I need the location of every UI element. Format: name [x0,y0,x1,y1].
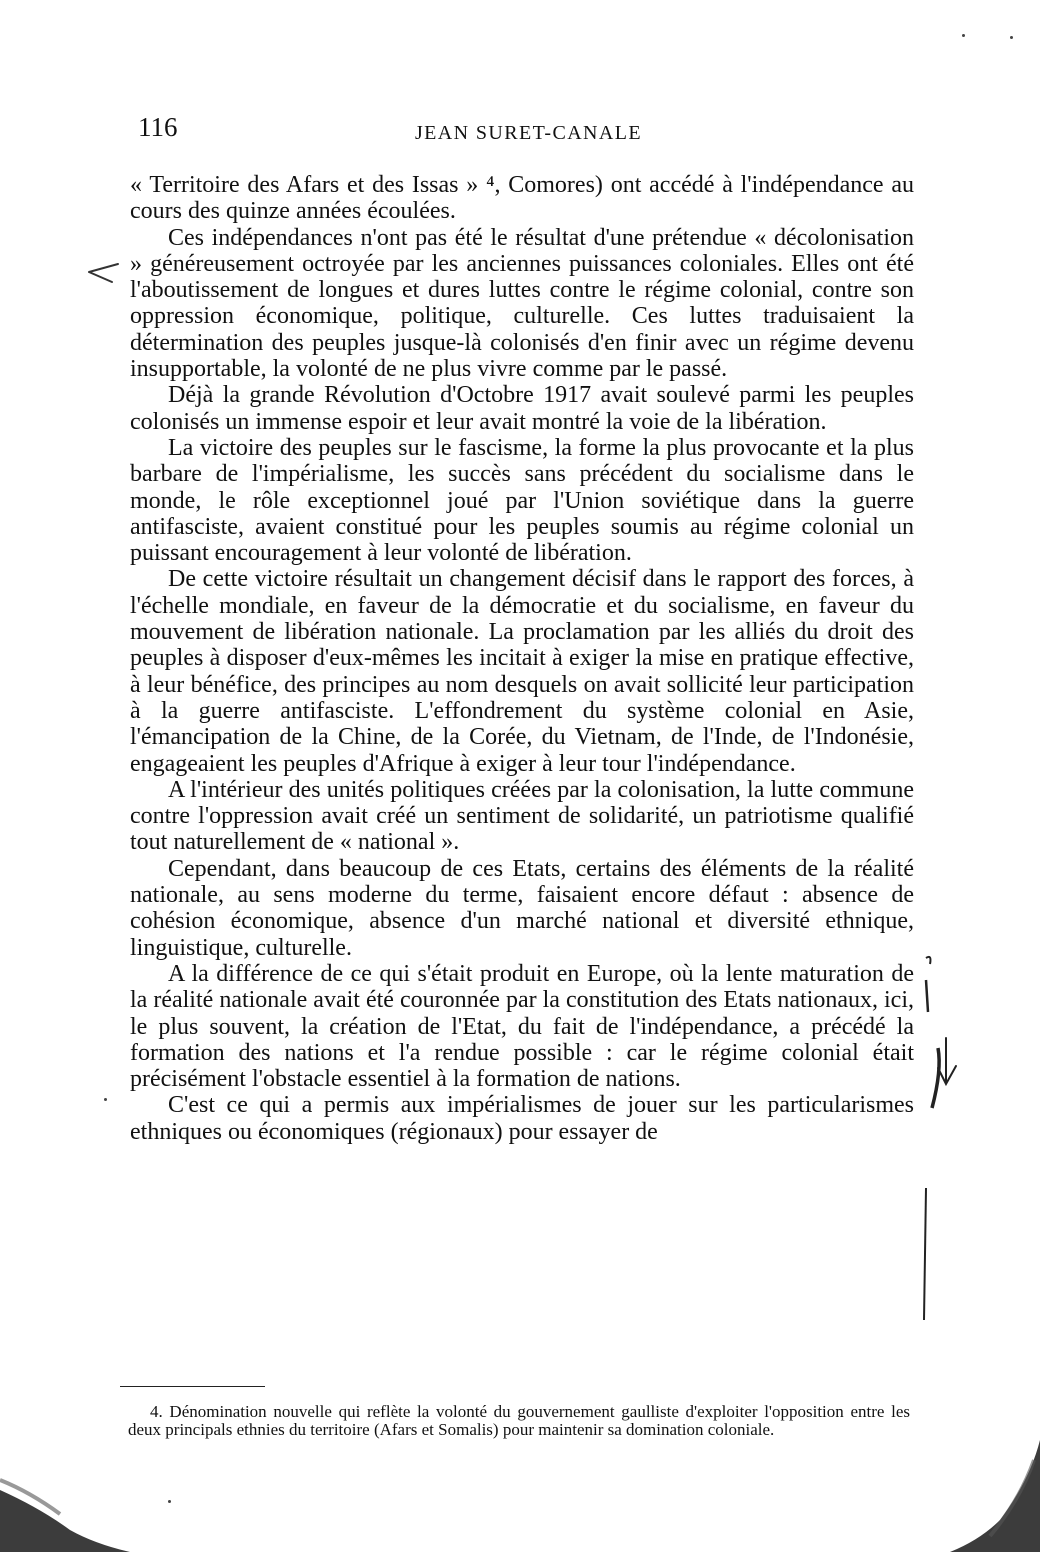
paragraph: « Territoire des Afars et des Issas » ⁴, Comores) ont accédé à l'indépendance au cours des quinze années écoulées. [130,172,914,225]
paragraph: Cependant, dans beaucoup de ces Etats, certains des éléments de la réalité nationale, au sens moderne du terme, faisaient encore défaut : absence de cohésion économique, absence d'un marché national et diversité ethnique, linguistique, culturelle. [130,855,914,961]
body-text [130,172,914,1145]
paragraph: Ces indépendances n'ont pas été le résultat d'une prétendue « décolonisation » généreusement octroyée par les anciennes puissances coloniales. Elles ont été l'aboutissement de longues et dures luttes contre le régime colonial, contre son oppression économique, politique, culturelle. Ces luttes traduisaient la détermination des peuples jusque-là colonisés d'en finir avec un régime devenu insupportable, la volonté de ne plus vivre comme par le passé. [130,224,914,383]
running-head: JEAN SURET-CANALE [415,122,642,144]
footnote: 4. Dénomination nouvelle qui reflète la volonté du gouvernement gaulliste d'exploiter l'opposition entre les deux principals ethnies du territoire (Afars et Somalis) pour maintenir sa domination coloniale. [128,1402,910,1439]
scan-speck [104,1098,107,1101]
paragraph: De cette victoire résultait un changement décisif dans le rapport des forces, à l'échelle mondiale, en faveur de la démocratie et du socialisme, en faveur du mouvement de libération nationale. La proclamation par les alliés du droit des peuples à disposer d'eux-mêmes les incitait à exiger la mise en pratique effective, à leur bénéfice, des principes au nom desquels on avait sollicité leur participation à la guerre antifasciste. L'effondrement du système colonial en Asie, l'émancipation de la Chine, de la Corée, du Vietnam, de l'Inde, de l'Indonésie, engageaient les peuples d'Afrique à exiger à leur tour l'indépendance. [130,566,914,777]
page-number: 116 [138,112,178,142]
paragraph: Déjà la grande Révolution d'Octobre 1917 avait soulevé parmi les peuples colonisés un immense espoir et leur avait montré la voie de la libération. [130,382,914,435]
margin-arrow-mark [86,258,122,286]
page-header [138,112,918,152]
scan-edge-shadow-right [930,1440,1040,1552]
paragraph: A la différence de ce qui s'était produit en Europe, où la lente maturation de la réalité nationale avait été couronnée par la constitution des Etats nationaux, ici, le plus souvent, la création de l'Etat, du fait de l'indépendance, a précédé la formation des nations et l'a rendue possible : car le régime colonial était précisément l'obstacle essentiel à la formation de nations. [130,960,914,1093]
scan-edge-shadow-left [0,1470,130,1552]
scan-speck [1010,36,1013,39]
footnote-rule [120,1386,265,1387]
margin-bracket-mark [912,950,972,1350]
paragraph: A l'intérieur des unités politiques créées par la colonisation, la lutte commune contre l'oppression avait créé un sentiment de solidarité, un patriotisme qualifié tout naturellement de « national ». [130,776,914,856]
scan-speck [168,1500,171,1503]
scan-speck [962,34,965,37]
paragraph: C'est ce qui a permis aux impérialismes de jouer sur les particularismes ethniques ou économiques (régionaux) pour essayer de [130,1092,914,1145]
paragraph: La victoire des peuples sur le fascisme, la forme la plus provocante et la plus barbare de l'impérialisme, les succès sans précédent du socialisme dans le monde, le rôle exceptionnel joué par l'Union soviétique dans la guerre antifasciste, avaient constitué pour les peuples soumis au régime colonial un puissant encouragement à leur volonté de libération. [130,434,914,567]
